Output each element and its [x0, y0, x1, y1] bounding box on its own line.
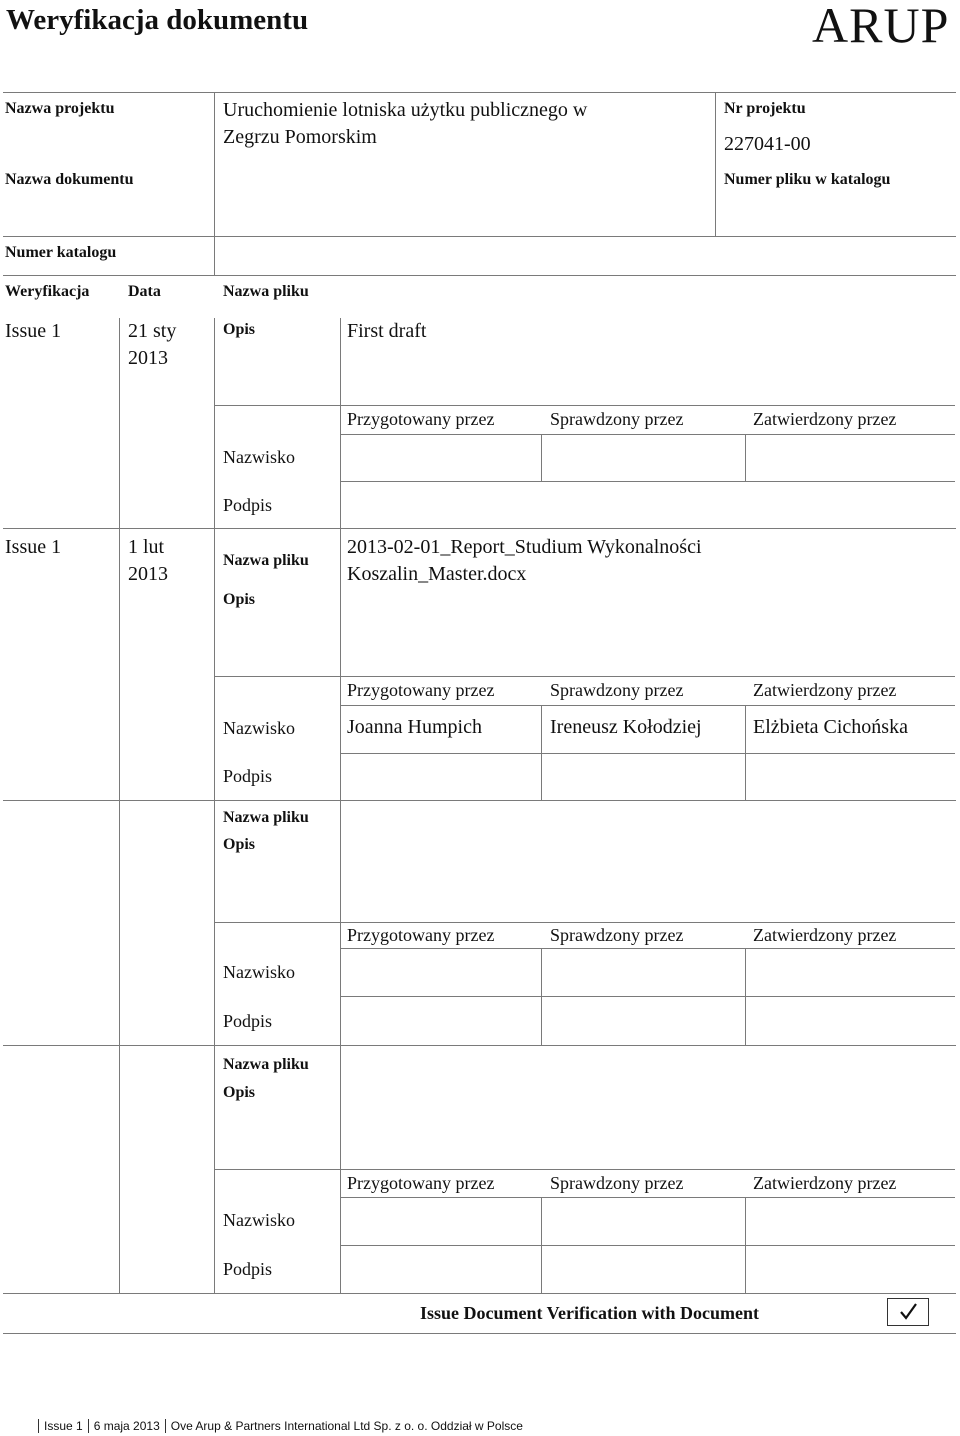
rule-r2-sign-top: [215, 676, 955, 677]
r2-checked-by-label: Sprawdzony przez: [550, 680, 684, 700]
header-date: Data: [128, 283, 161, 300]
project-number-value: 227041-00: [724, 133, 811, 155]
r1-date-line1: 21 sty: [128, 320, 177, 342]
r2-approved-by-label: Zatwierdzony przez: [753, 680, 897, 700]
r4-signature-label: Podpis: [223, 1259, 273, 1279]
r1-signature-label: Podpis: [223, 495, 273, 515]
r1-approved-by-label: Zatwierdzony przez: [753, 409, 897, 429]
vline-r4-checked: [541, 1197, 542, 1293]
r1-description-value: First draft: [347, 320, 427, 342]
vline-r2-checked: [541, 705, 542, 800]
rule-r1-sign-top: [215, 405, 955, 406]
project-name-value-line1: Uruchomienie lotniska użytku publicznego w: [223, 99, 588, 121]
header-revision: Weryfikacja: [5, 283, 90, 300]
footer-company: Ove Arup & Partners International Ltd Sp. z o. o. Oddział w Polsce: [165, 1419, 528, 1433]
rule-r3-top: [3, 800, 956, 801]
rule-top: [3, 92, 956, 93]
vline-r3-checked: [541, 948, 542, 1045]
r2-date-line2: 2013: [128, 563, 168, 585]
r3-prepared-by-label: Przygotowany przez: [347, 925, 495, 945]
rule-r1-sign-cols: [341, 434, 955, 435]
project-name-label: Nazwa projektu: [5, 100, 115, 117]
document-name-label: Nazwa dokumentu: [5, 171, 134, 188]
r1-prepared-by-label: Przygotowany przez: [347, 409, 495, 429]
checkmark-icon: [888, 1299, 928, 1325]
rule-r2-surname: [341, 753, 955, 754]
r2-filename-line1: 2013-02-01_Report_Studium Wykonalności: [347, 536, 702, 558]
r2-filename-line2: Koszalin_Master.docx: [347, 563, 527, 585]
r2-date-line1: 1 lut: [128, 536, 165, 558]
r2-issue: Issue 1: [5, 536, 62, 558]
r1-date-line2: 2013: [128, 347, 168, 369]
vline-r1-filename: [214, 318, 215, 528]
header-filename: Nazwa pliku: [223, 283, 309, 300]
vline-project-right: [715, 92, 716, 236]
rule-r1-surname: [341, 481, 955, 482]
vline-project-left: [214, 92, 215, 236]
vline-r1-approved: [745, 434, 746, 481]
rule-headers: [3, 275, 956, 276]
r2-description-label: Opis: [223, 591, 256, 608]
r3-filename-label: Nazwa pliku: [223, 809, 309, 826]
rule-r3-sign-cols: [341, 948, 955, 949]
vline-r4-approved: [745, 1197, 746, 1293]
r2-prepared-by-label: Przygotowany przez: [347, 680, 495, 700]
r3-signature-label: Podpis: [223, 1011, 273, 1031]
rule-catalog: [3, 236, 956, 237]
rule-r4-surname: [341, 1245, 955, 1246]
vline-r2-date: [119, 528, 120, 1293]
r2-prepared-by-name: Joanna Humpich: [347, 716, 482, 738]
document-title: Weryfikacja dokumentu: [6, 4, 309, 36]
r2-filename-label: Nazwa pliku: [223, 552, 309, 569]
rule-r2-sign-cols: [341, 705, 955, 706]
r4-description-label: Opis: [223, 1084, 256, 1101]
r1-description-label: Opis: [223, 321, 256, 338]
vline-r2-approved: [745, 705, 746, 800]
r2-approved-by-name: Elżbieta Cichońska: [753, 716, 908, 738]
r3-checked-by-label: Sprawdzony przez: [550, 925, 684, 945]
project-name-value-line2: Zegrzu Pomorskim: [223, 126, 377, 148]
rule-r2-top: [3, 528, 956, 529]
rule-verification-bottom: [3, 1333, 956, 1334]
vline-r3-approved: [745, 948, 746, 1045]
rule-r4-sign-top: [215, 1169, 955, 1170]
r3-surname-label: Nazwisko: [223, 962, 295, 982]
rule-verification-top: [3, 1293, 956, 1294]
project-number-label: Nr projektu: [724, 100, 806, 117]
r4-surname-label: Nazwisko: [223, 1210, 295, 1230]
r1-issue: Issue 1: [5, 320, 62, 342]
rule-r3-surname: [341, 996, 955, 997]
vline-r1-date: [119, 318, 120, 528]
rule-r3-sign-top: [215, 922, 955, 923]
vline-r2-value: [340, 528, 341, 1293]
footer-issue: Issue 1: [38, 1419, 88, 1433]
footer-date: 6 maja 2013: [88, 1419, 165, 1433]
vline-catalog: [214, 236, 215, 275]
r2-surname-label: Nazwisko: [223, 718, 295, 738]
footer: [38, 1419, 528, 1433]
catalog-number-label: Numer katalogu: [5, 244, 117, 261]
verification-checkbox[interactable]: [887, 1298, 929, 1326]
rule-r4-sign-cols: [341, 1197, 955, 1198]
r3-approved-by-label: Zatwierdzony przez: [753, 925, 897, 945]
r4-prepared-by-label: Przygotowany przez: [347, 1173, 495, 1193]
r4-approved-by-label: Zatwierdzony przez: [753, 1173, 897, 1193]
vline-r1-value: [340, 318, 341, 528]
r1-surname-label: Nazwisko: [223, 447, 295, 467]
vline-r2-filename: [214, 528, 215, 1293]
file-number-label: Numer pliku w katalogu: [724, 171, 891, 188]
arup-logo: ARUP: [812, 0, 950, 53]
r2-signature-label: Podpis: [223, 766, 273, 786]
verification-label: Issue Document Verification with Document: [420, 1303, 759, 1323]
r4-filename-label: Nazwa pliku: [223, 1056, 309, 1073]
rule-r4-top: [3, 1045, 956, 1046]
r3-description-label: Opis: [223, 836, 256, 853]
r4-checked-by-label: Sprawdzony przez: [550, 1173, 684, 1193]
r1-checked-by-label: Sprawdzony przez: [550, 409, 684, 429]
vline-r1-checked: [541, 434, 542, 481]
r2-checked-by-name: Ireneusz Kołodziej: [550, 716, 702, 738]
